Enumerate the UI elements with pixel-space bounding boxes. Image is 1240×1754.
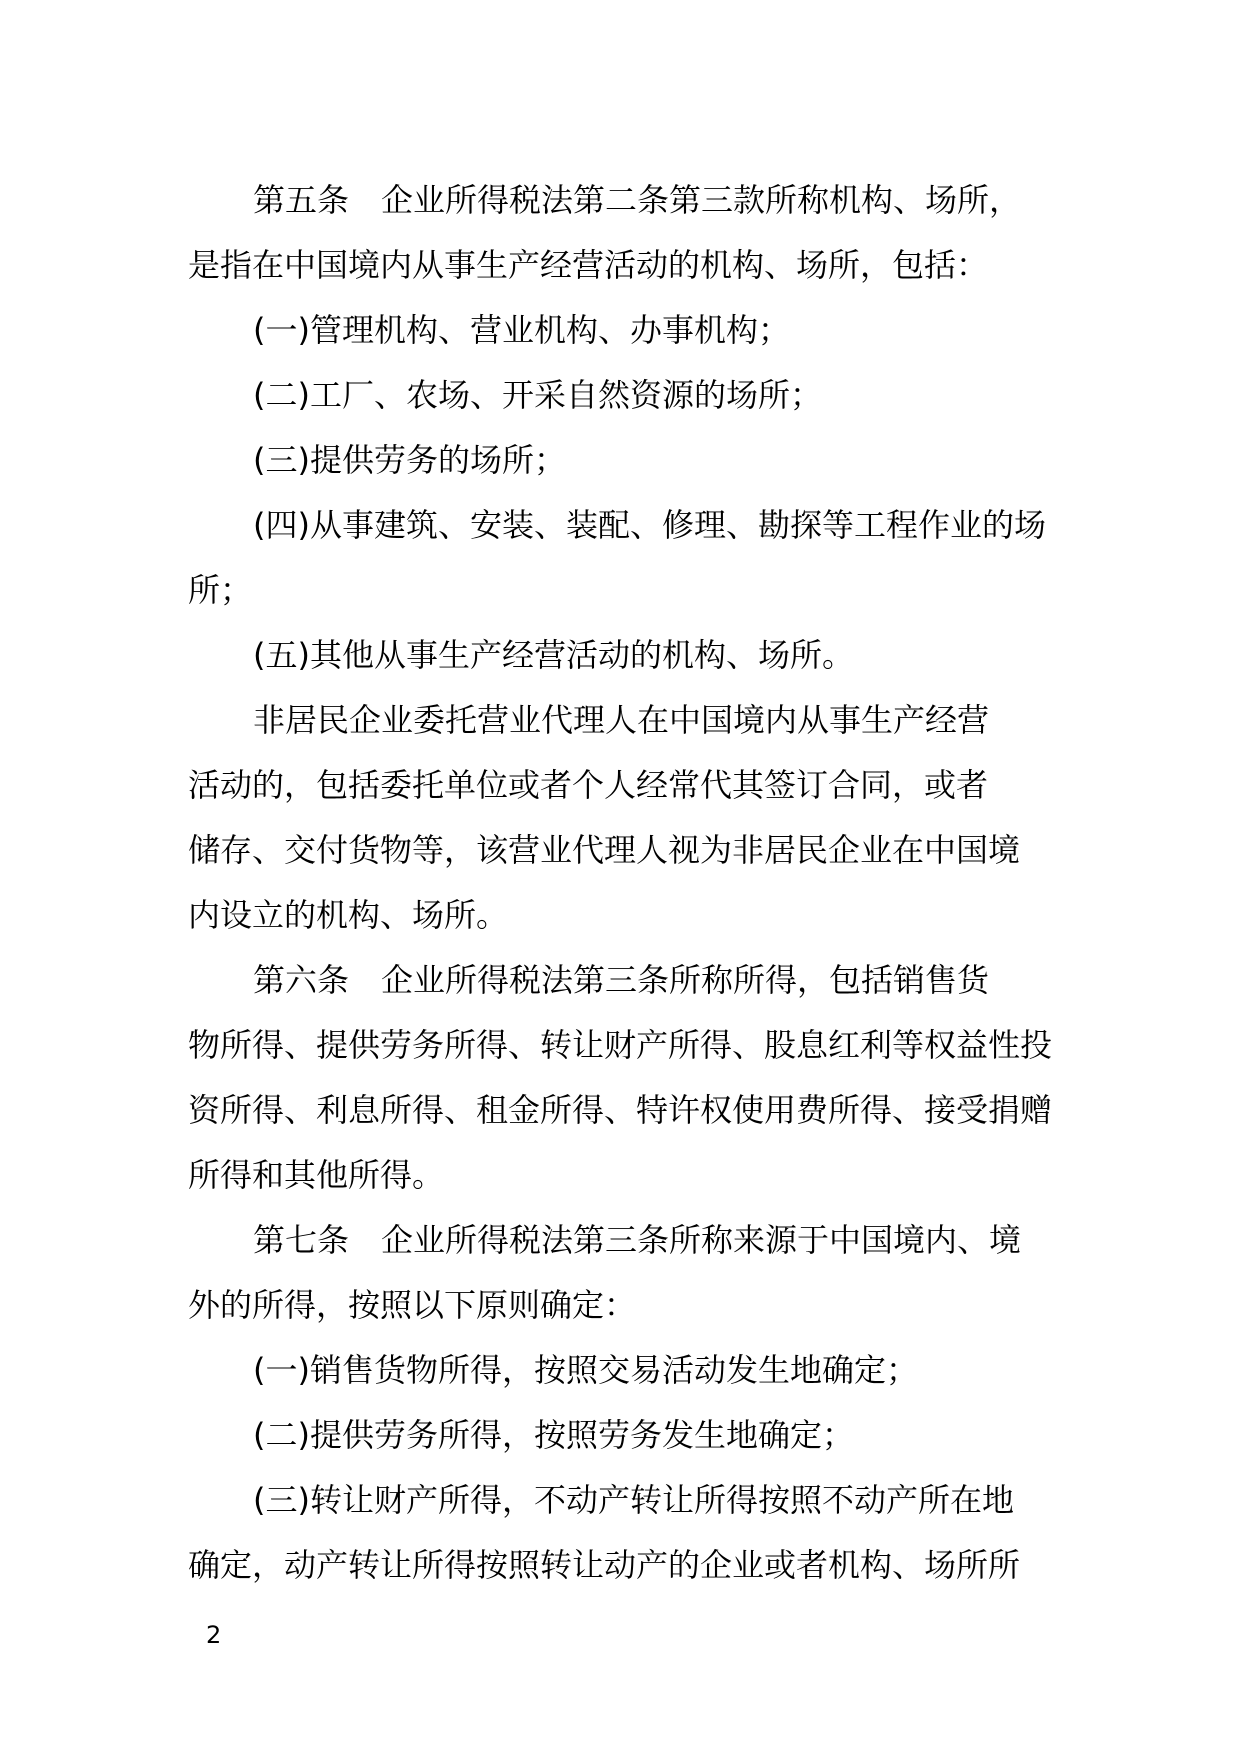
text-line-8: (五)其他从事生产经营活动的机构、场所。 bbox=[253, 636, 854, 674]
text-line-19: (一)销售货物所得，按照交易活动发生地确定； bbox=[253, 1351, 918, 1389]
text-line-3: (一)管理机构、营业机构、办事机构； bbox=[253, 311, 790, 349]
page-number: 2 bbox=[206, 1621, 222, 1649]
text-line-18: 外的所得，按照以下原则确定： bbox=[188, 1286, 637, 1324]
text-line-2: 是指在中国境内从事生产经营活动的机构、场所，包括： bbox=[188, 246, 989, 284]
text-line-6: (四)从事建筑、安装、装配、修理、勘探等工程作业的场 bbox=[253, 506, 1046, 544]
text-line-4: (二)工厂、农场、开采自然资源的场所； bbox=[253, 376, 822, 414]
text-line-13: 第六条 企业所得税法第三条所称所得，包括销售货 bbox=[253, 961, 990, 999]
text-line-10: 活动的，包括委托单位或者个人经常代其签订合同，或者 bbox=[188, 766, 989, 804]
text-line-12: 内设立的机构、场所。 bbox=[188, 896, 509, 934]
body-text bbox=[188, 168, 1058, 1598]
text-line-9: 非居民企业委托营业代理人在中国境内从事生产经营 bbox=[253, 701, 990, 739]
text-line-1: 第五条 企业所得税法第二条第三款所称机构、场所， bbox=[253, 181, 1022, 219]
text-line-5: (三)提供劳务的场所； bbox=[253, 441, 566, 479]
text-line-14: 物所得、提供劳务所得、转让财产所得、股息红利等权益性投 bbox=[188, 1026, 1053, 1064]
text-line-22: 确定，动产转让所得按照转让动产的企业或者机构、场所所 bbox=[188, 1546, 1021, 1584]
text-line-15: 资所得、利息所得、租金所得、特许权使用费所得、接受捐赠 bbox=[188, 1091, 1053, 1129]
text-line-16: 所得和其他所得。 bbox=[188, 1156, 445, 1194]
text-line-17: 第七条 企业所得税法第三条所称来源于中国境内、境 bbox=[253, 1221, 1022, 1259]
text-line-11: 储存、交付货物等，该营业代理人视为非居民企业在中国境 bbox=[188, 831, 1021, 869]
text-line-7: 所； bbox=[188, 571, 253, 609]
text-line-20: (二)提供劳务所得，按照劳务发生地确定； bbox=[253, 1416, 854, 1454]
text-line-21: (三)转让财产所得，不动产转让所得按照不动产所在地 bbox=[253, 1481, 1014, 1519]
